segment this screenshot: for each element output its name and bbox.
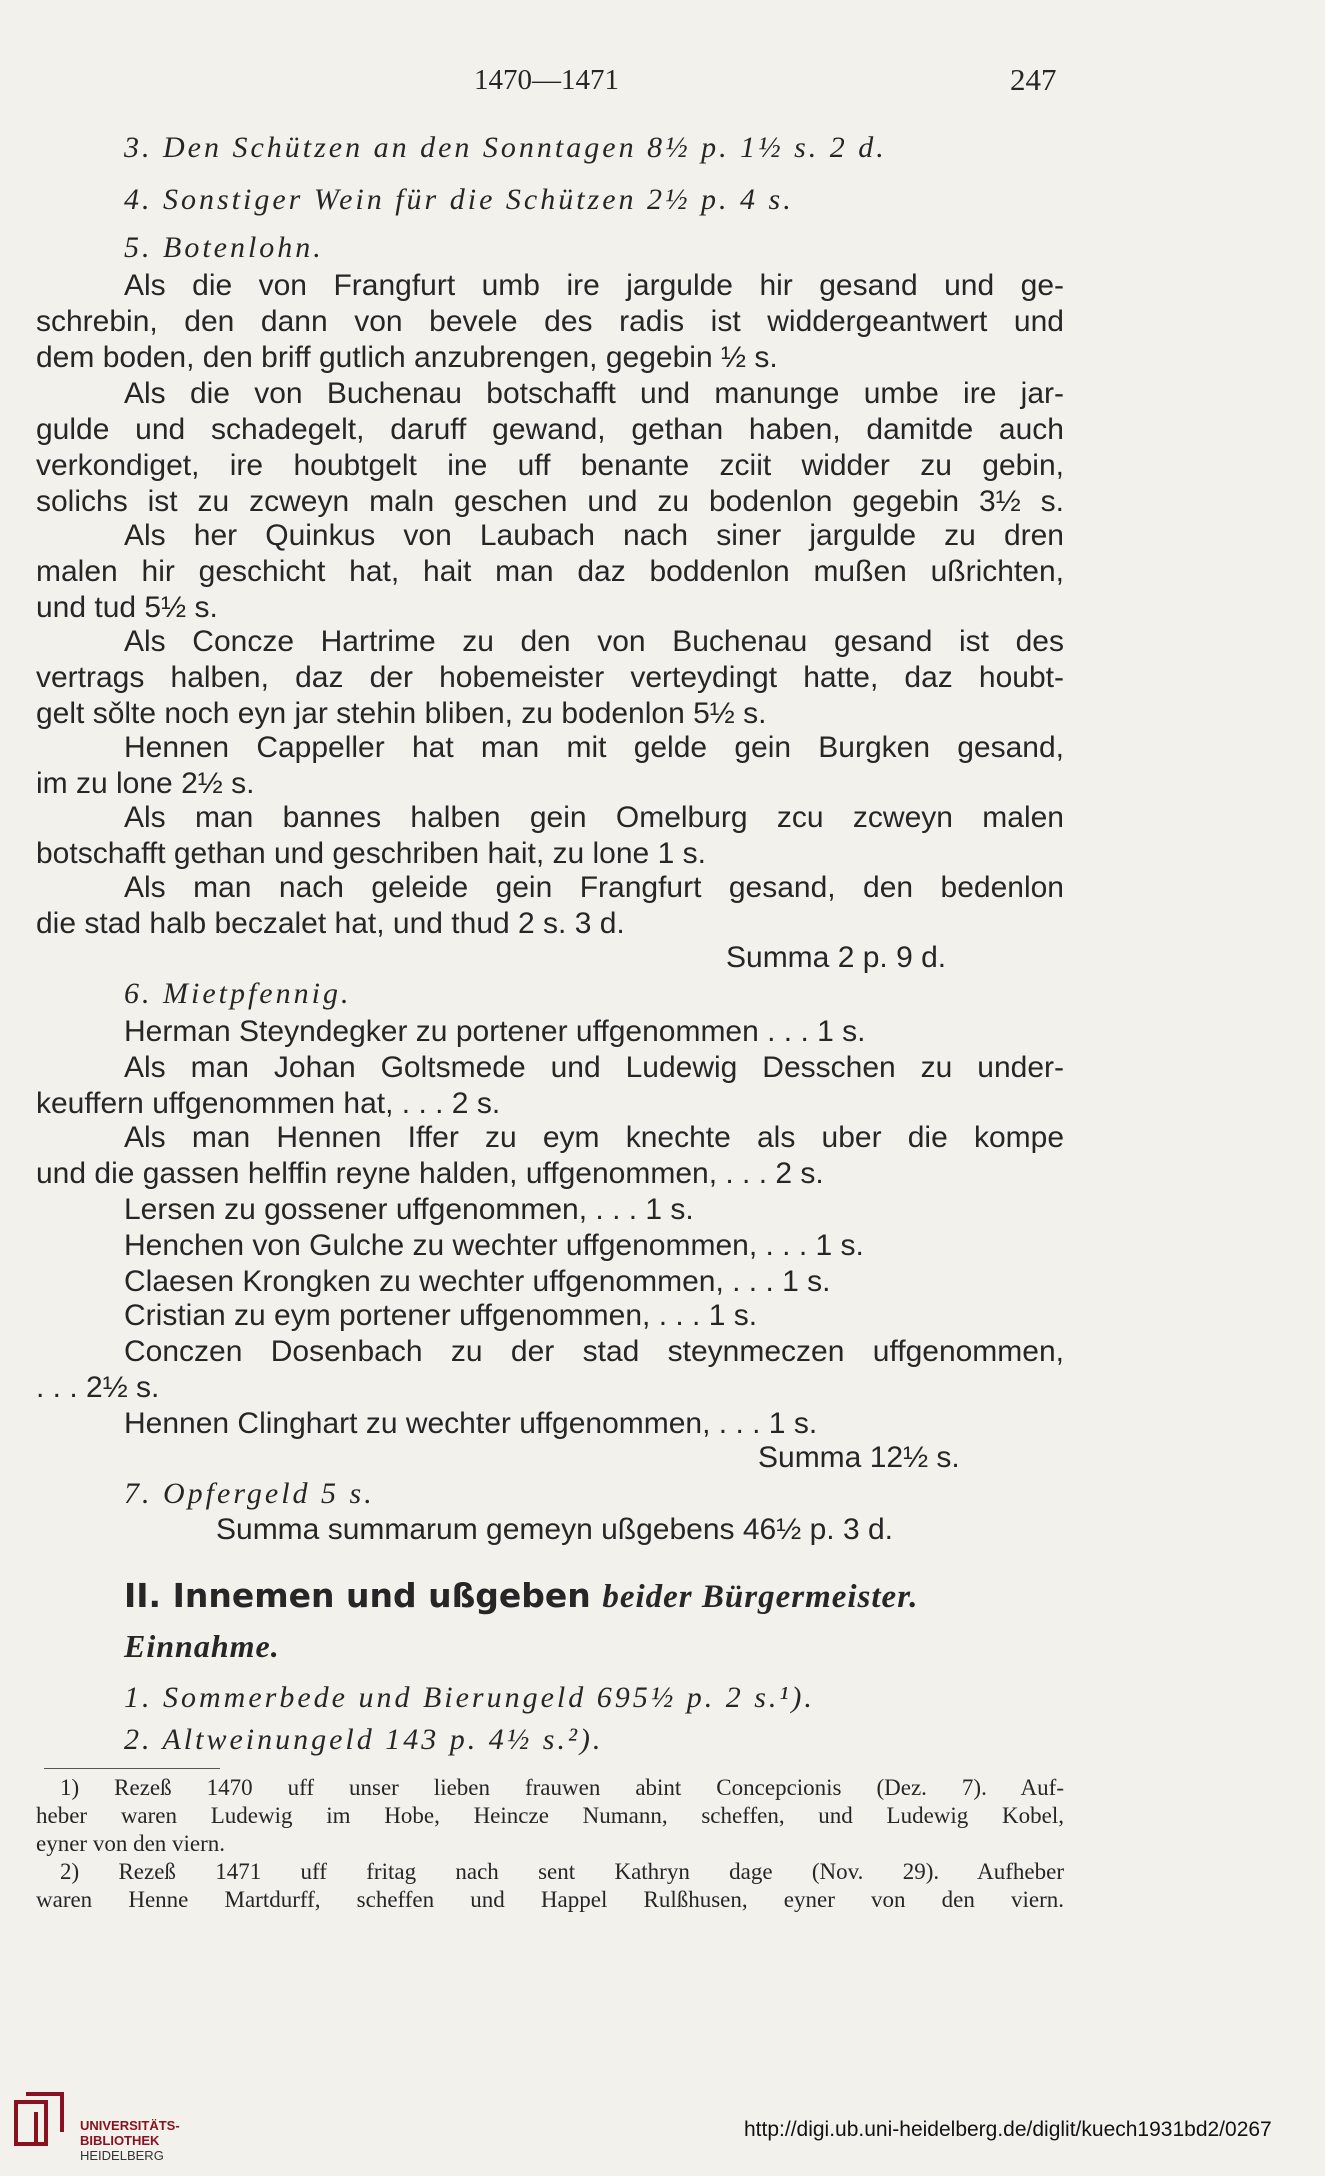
footnote-line: heber waren Ludewig im Hobe, Heincze Numann, scheffen, und Ludewig Kobel, [36,1803,1064,1828]
footnote-line: 2) Rezeß 1471 uff fritag nach sent Kathryn dage (Nov. 29). Aufheber [60,1859,1064,1884]
text-line: im zu lone 2½ s. [36,767,255,800]
entry-7-line: 7. Opfergeld 5 s. [124,1477,375,1510]
text-line: botschafft gethan und geschriben hait, zu lone 1 s. [36,837,706,870]
text-line: Hennen Clinghart zu wechter uffgenommen, . . . 1 s. [124,1407,818,1440]
text-line: solichs ist zu zcweyn maln geschen und zu bodenlon gegebin 3½ s. [36,485,1064,518]
text-line: verkondiget, ire houbtgelt ine uff benante zciit widder zu gebin, [36,449,1064,482]
summa-summarum-line: Summa summarum gemeyn ußgebens 46½ p. 3 d. [216,1513,893,1546]
subheading-einnahme: Einnahme. [124,1628,280,1664]
income-item-1: 1. Sommerbede und Bierungeld 695½ p. 2 s.¹). [124,1681,815,1714]
text-line: malen hir geschicht hat, hait man daz boddenlon mußen ußrichten, [36,555,1064,588]
text-line: gulde und schadegelt, daruff gewand, gethan haben, damitde auch [36,413,1064,446]
section-heading: II. Innemen und ußgeben beider Bürgermeister. [124,1576,919,1615]
library-name: UNIVERSITÄTS- BIBLIOTHEK HEIDELBERG [80,2118,180,2163]
text-line: und tud 5½ s. [36,591,218,624]
text-line: . . . 2½ s. [36,1371,160,1404]
income-item-2: 2. Altweinungeld 143 p. 4½ s.²). [124,1723,604,1756]
entry-3-line: 3. Den Schützen an den Sonntagen 8½ p. 1½ s. 2 d. [124,131,887,164]
text-line: Herman Steyndegker zu portener uffgenommen . . . 1 s. [124,1015,866,1048]
text-line: Als man nach geleide gein Frangfurt gesand, den bedenlon [124,871,1064,904]
source-url-link[interactable]: http://digi.ub.uni-heidelberg.de/diglit/kuech1931bd2/0267 [744,2118,1272,2141]
footnote-line: 1) Rezeß 1470 uff unser lieben frauwen abint Concepcionis (Dez. 7). Auf- [60,1775,1064,1800]
text-line: Lersen zu gossener uffgenommen, . . . 1 s. [124,1193,694,1226]
text-line: und die gassen helffin reyne halden, uffgenommen, . . . 2 s. [36,1157,824,1190]
text-line: Als die von Frangfurt umb ire jargulde hir gesand und ge- [124,269,1064,302]
text-line: Cristian zu eym portener uffgenommen, . . . 1 s. [124,1299,758,1332]
text-line: keuffern uffgenommen hat, . . . 2 s. [36,1087,501,1120]
text-line: Als her Quinkus von Laubach nach siner jargulde zu dren [124,519,1064,552]
text-line: Claesen Krongken zu wechter uffgenommen, . . . 1 s. [124,1265,831,1298]
text-line: Als man Johan Goltsmede und Ludewig Desschen zu under- [124,1051,1064,1084]
entry-6-heading: 6. Mietpfennig. [124,977,352,1010]
footnote-line: eyner von den viern. [36,1831,226,1856]
summa-line: Summa 2 p. 9 d. [726,941,947,974]
text-line: Hennen Cappeller hat man mit gelde gein Burgken gesand, [124,731,1064,764]
text-line: dem boden, den briff gutlich anzubrengen, gegebin ½ s. [36,341,778,374]
text-line: Henchen von Gulche zu wechter uffgenommen, . . . 1 s. [124,1229,864,1262]
entry-4-line: 4. Sonstiger Wein für die Schützen 2½ p. 4 s. [124,183,794,216]
text-line: vertrags halben, daz der hobemeister verteydingt hatte, daz houbt- [36,661,1064,694]
text-line: Als man Hennen Iffer zu eym knechte als uber die kompe [124,1121,1064,1154]
text-line: Als Concze Hartrime zu den von Buchenau gesand ist des [124,625,1064,658]
footnote-line: waren Henne Martdurff, scheffen und Happel Rulßhusen, eyner von den viern. [36,1887,1064,1912]
footnote-rule [44,1768,220,1769]
text-line: die stad halb beczalet hat, und thud 2 s. 3 d. [36,907,625,940]
text-line: Conczen Dosenbach zu der stad steynmeczen uffgenommen, [124,1335,1064,1368]
text-line: gelt sǒlte noch eyn jar stehin bliben, zu bodenlon 5½ s. [36,697,767,730]
text-line: schrebin, den dann von bevele des radis ist widdergeantwert und [36,305,1064,338]
summa-line: Summa 12½ s. [758,1441,960,1474]
text-line: Als man bannes halben gein Omelburg zcu zcweyn malen [124,801,1064,834]
entry-5-heading: 5. Botenlohn. [124,231,324,264]
text-line: Als die von Buchenau botschafft und manunge umbe ire jar- [124,377,1064,410]
running-title: 1470—1471 [474,64,619,96]
library-logo-icon [12,2088,74,2155]
page-number: 247 [1010,62,1057,97]
